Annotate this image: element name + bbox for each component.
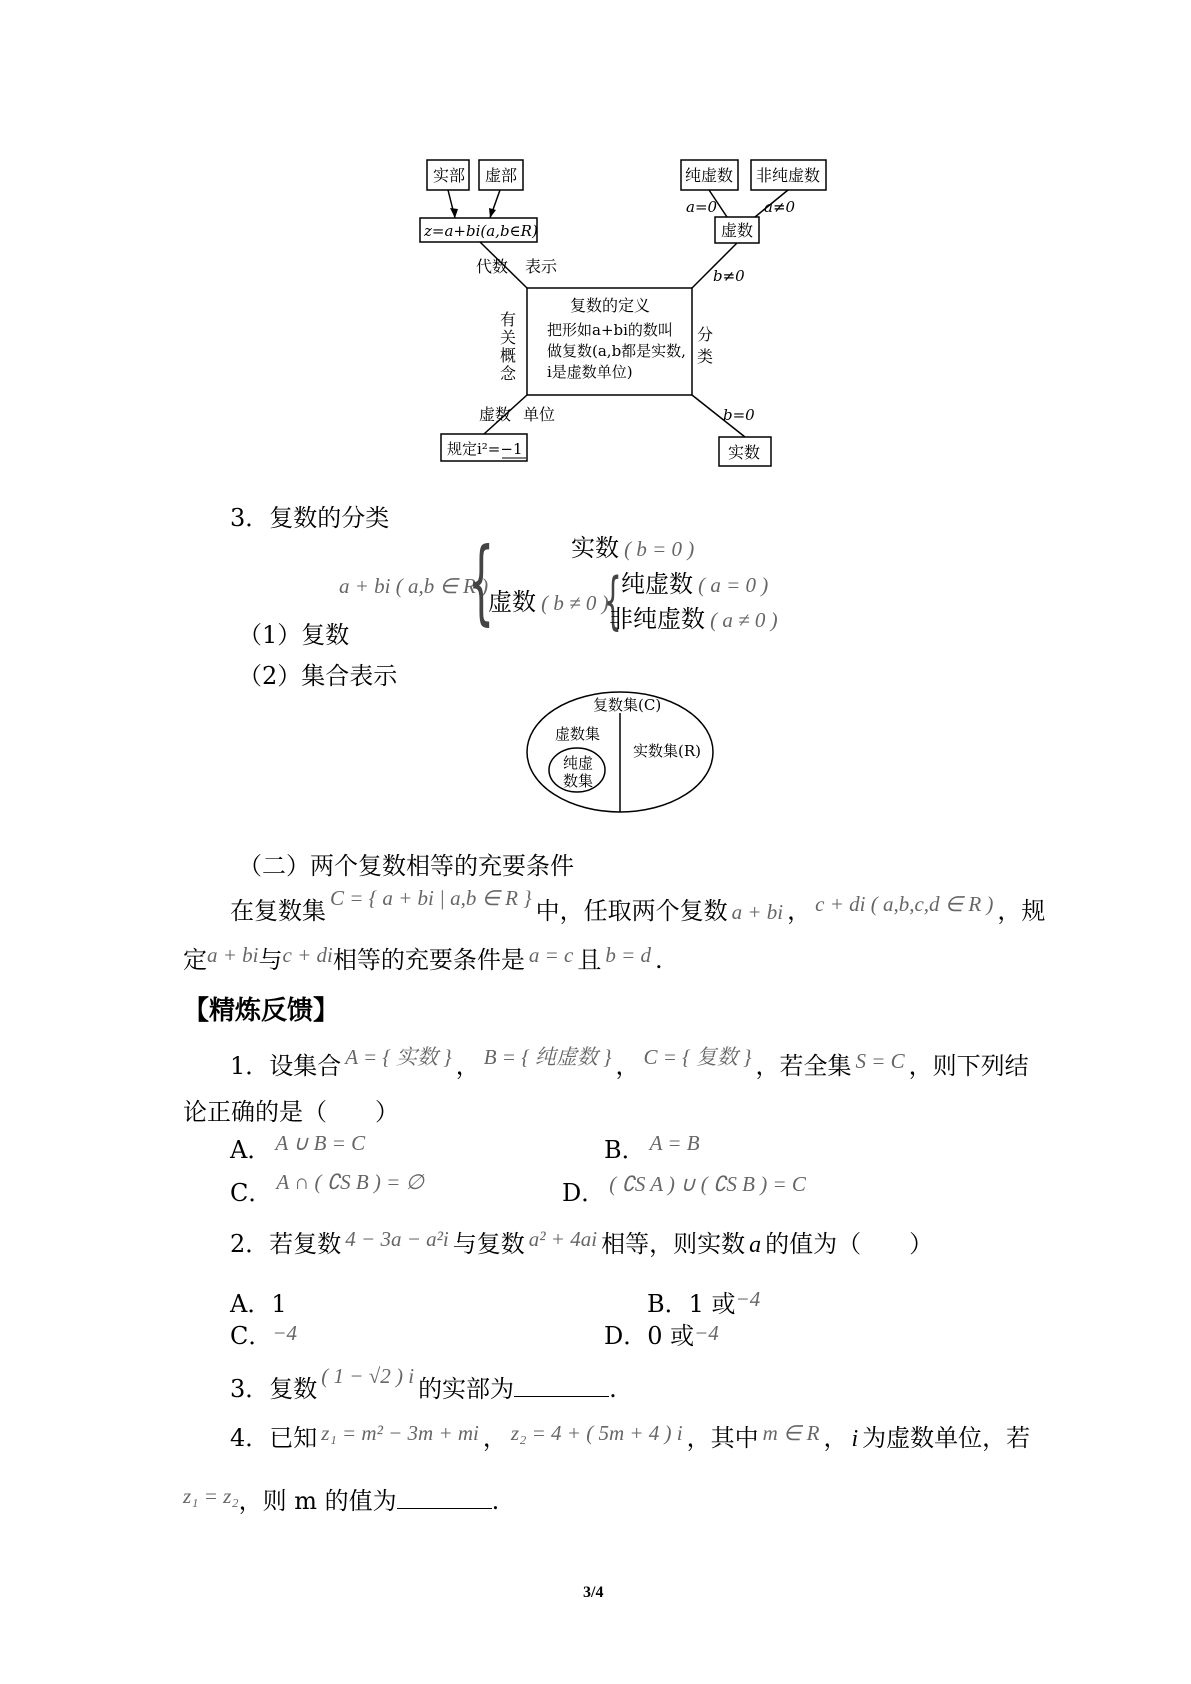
section3-item1: （1）复数 <box>238 621 350 649</box>
set-imag: 虚数集 <box>555 725 601 743</box>
text-non-pure-imag: 非纯虚数 <box>756 166 821 185</box>
text-rule: 规定i²=−1 <box>447 440 523 458</box>
text: 且 <box>577 946 602 974</box>
label-class-1: 分 <box>697 325 714 344</box>
text: ，其中 <box>686 1424 759 1452</box>
text: ，规 <box>997 897 1046 925</box>
option-label: A． <box>230 1136 272 1164</box>
q1-option-c[interactable] <box>230 1170 424 1208</box>
q2-line1 <box>230 1227 934 1259</box>
option-math: ( ∁S A ) ∪ ( ∁S B ) = C <box>609 1172 806 1196</box>
text: ， <box>455 1052 480 1080</box>
text: ， <box>787 897 812 925</box>
option-math: −4 <box>735 1287 761 1311</box>
label-algebra: 代数 <box>476 257 509 276</box>
math-cond2: b = d <box>605 943 652 967</box>
class-imag-label: 虚数 <box>488 588 536 616</box>
set-pure-1: 纯虚 <box>563 754 594 772</box>
q4-line2 <box>183 1486 499 1516</box>
class-imag <box>488 588 609 616</box>
class-real-cond: ( b = 0 ) <box>624 537 695 561</box>
text: ，若全集 <box>755 1052 852 1080</box>
set-complex: 复数集(C) <box>593 696 662 714</box>
section3-title: 3．复数的分类 <box>230 504 390 532</box>
label-repr: 表示 <box>525 257 558 276</box>
math-cond: m ∈ R <box>762 1421 820 1445</box>
math-set-a: A = { 实数 } <box>345 1045 452 1069</box>
class-real <box>571 534 694 562</box>
text: . <box>609 1375 617 1403</box>
label-imag-unit-2: 单位 <box>523 405 556 424</box>
class-imag-cond: ( b ≠ 0 ) <box>541 591 609 615</box>
option-label: B．1 或 <box>647 1290 736 1318</box>
answer-blank[interactable] <box>397 1486 492 1509</box>
math-z1: a + bi <box>731 900 784 924</box>
label-related-4: 念 <box>500 364 517 383</box>
set-pure-2: 数集 <box>563 772 594 790</box>
text: 的值为（ ） <box>765 1230 934 1258</box>
label-related-1: 有 <box>500 310 517 329</box>
option-math: −4 <box>272 1321 298 1345</box>
text: 相等，则实数 <box>601 1230 746 1258</box>
text-pure-imag: 纯虚数 <box>685 166 734 185</box>
q4-line1 <box>230 1421 1031 1453</box>
text: 与 <box>258 946 283 974</box>
math-eq: z₁ = z₂ <box>183 1484 239 1508</box>
text-real: 实数 <box>728 443 761 462</box>
math-set-s: S = C <box>855 1049 905 1073</box>
label-b-ne-0: b≠0 <box>713 267 745 285</box>
text: ，则下列结 <box>908 1052 1029 1080</box>
concept-diagram <box>0 0 1191 500</box>
math-z1: 4 − 3a − a²i <box>345 1227 449 1251</box>
class-nonpure-label: 非纯虚数 <box>609 605 705 633</box>
section3-item2: （2）集合表示 <box>238 662 398 690</box>
math-set-b: B = { 纯虚数 } <box>483 1045 612 1069</box>
q2-option-d[interactable] <box>604 1322 719 1351</box>
q1-option-d[interactable] <box>562 1172 806 1208</box>
class-pure-cond: ( a = 0 ) <box>698 573 769 597</box>
equality-line2 <box>183 943 663 975</box>
text: . <box>655 946 663 974</box>
center-line3: i是虚数单位) <box>547 363 633 381</box>
class-real-label: 实数 <box>571 534 619 562</box>
option-math: −4 <box>694 1321 719 1345</box>
option-label: D．0 或 <box>604 1322 695 1350</box>
equality-line1 <box>230 886 1046 926</box>
page-number: 3/4 <box>583 1584 604 1601</box>
label-b0: b=0 <box>723 406 755 424</box>
text: 相等的充要条件是 <box>332 946 525 974</box>
text: . <box>491 1487 500 1515</box>
option-label: D． <box>562 1179 606 1207</box>
label-imag-unit-1: 虚数 <box>479 405 512 424</box>
label-a-ne-0: a≠0 <box>764 198 796 216</box>
q2-option-a[interactable]: A．1 <box>230 1290 287 1318</box>
math-set-c: C = { 复数 } <box>643 1045 752 1069</box>
label-class-2: 类 <box>697 347 714 366</box>
option-label: C． <box>230 1179 273 1207</box>
math-z2: a² + 4ai <box>528 1227 598 1251</box>
option-math: A ∪ B = C <box>275 1131 366 1155</box>
text: 在复数集 <box>230 897 326 925</box>
text: 1．设集合 <box>230 1052 342 1080</box>
q1-option-a[interactable] <box>230 1131 366 1165</box>
class-pure <box>621 570 768 598</box>
text-real-part: 实部 <box>433 166 466 185</box>
math-z2: z₂ = 4 + ( 5m + 4 ) i <box>510 1421 683 1445</box>
text: ， <box>615 1052 640 1080</box>
text: ，则 m 的值为 <box>238 1487 397 1515</box>
text-imag-number: 虚数 <box>721 221 754 240</box>
text: 的实部为 <box>418 1375 515 1403</box>
label-related-3: 概 <box>500 346 517 365</box>
classification-lhs: a + bi ( a,b ∈ R ) <box>339 574 489 598</box>
math-cond1: a = c <box>528 943 574 967</box>
outer-brace: { <box>468 528 495 635</box>
q2-option-b[interactable] <box>647 1287 761 1319</box>
answer-blank[interactable] <box>514 1374 609 1397</box>
class-nonpure <box>609 605 778 633</box>
q1-line2: 论正确的是（ ） <box>183 1098 399 1126</box>
q2-option-c[interactable] <box>230 1322 297 1351</box>
option-label: C． <box>230 1322 273 1350</box>
label-a0: a=0 <box>686 198 718 216</box>
q3-line <box>230 1364 617 1404</box>
inner-brace: { <box>604 564 622 637</box>
class-pure-label: 纯虚数 <box>621 570 693 598</box>
math-z1: z₁ = m² − 3m + mi <box>321 1421 479 1445</box>
center-title: 复数的定义 <box>570 296 651 315</box>
text: 与复数 <box>452 1230 525 1258</box>
text: 2．若复数 <box>230 1230 342 1258</box>
q1-option-b[interactable] <box>604 1131 700 1165</box>
option-math: A ∩ ( ∁S B ) = ∅ <box>276 1170 424 1194</box>
math-var-a: a <box>749 1232 762 1258</box>
text: 为虚数单位，若 <box>862 1424 1031 1452</box>
text: 4．已知 <box>230 1424 318 1452</box>
set-diagram <box>525 690 715 815</box>
text-imag-part: 虚部 <box>485 166 518 185</box>
class-nonpure-cond: ( a ≠ 0 ) <box>710 608 778 632</box>
math-set-c: C = { a + bi | a,b ∈ R } <box>330 886 532 910</box>
text: ， <box>823 1424 848 1452</box>
equality-title: （二）两个复数相等的充要条件 <box>238 852 574 880</box>
q1-line1 <box>230 1045 1029 1081</box>
set-real: 实数集(R) <box>633 742 701 760</box>
math-z2: c + di ( a,b,c,d ∈ R ) <box>815 892 994 916</box>
center-line2: 做复数(a,b都是实数, <box>547 342 686 360</box>
option-label: B． <box>604 1136 646 1164</box>
text: 定 <box>183 946 207 974</box>
label-related-2: 关 <box>500 328 517 347</box>
center-line1: 把形如a+bi的数叫 <box>547 321 673 339</box>
text: 中，任取两个复数 <box>535 897 728 925</box>
math-z2: c + di <box>282 943 333 967</box>
math-var-i: i <box>851 1426 859 1452</box>
text: 3．复数 <box>230 1375 318 1403</box>
option-math: A = B <box>649 1131 700 1155</box>
text: ， <box>482 1424 507 1452</box>
math-z1: a + bi <box>207 943 259 967</box>
feedback-heading: 【精炼反馈】 <box>183 996 340 1026</box>
math-expr: ( 1 − √2 ) i <box>321 1364 415 1388</box>
text-form: z=a+bi(a,b∈R) <box>424 222 538 240</box>
